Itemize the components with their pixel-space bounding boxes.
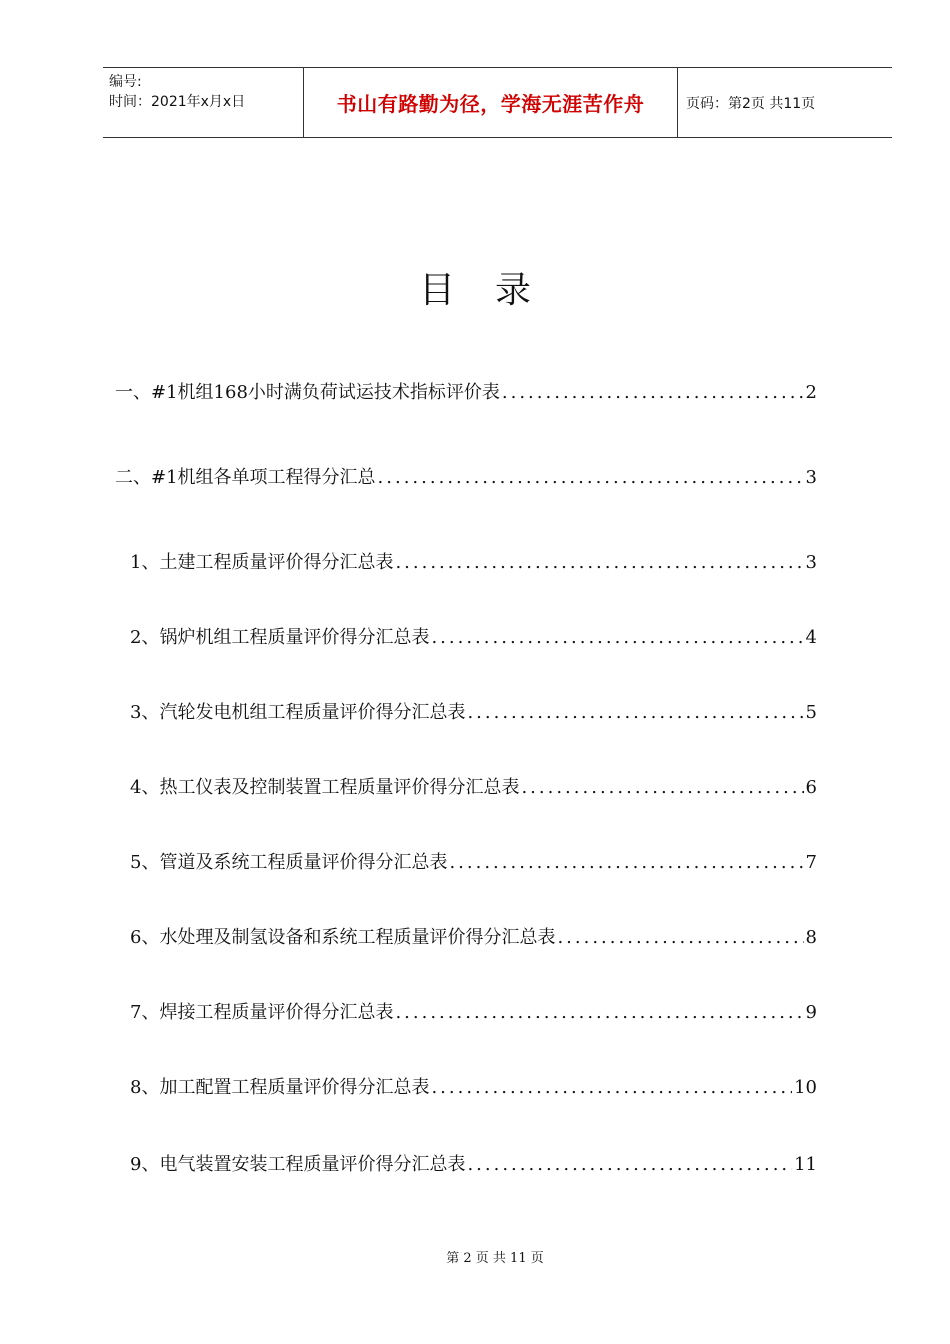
toc-entry-page: 8	[805, 927, 817, 948]
toc-entry-page: 10	[794, 1077, 817, 1098]
toc-leader	[378, 465, 804, 491]
toc-entry-page: 4	[805, 627, 817, 648]
toc-entry[interactable]	[115, 380, 817, 406]
toc-entry[interactable]	[130, 550, 817, 576]
header-meta	[103, 68, 304, 137]
toc-entry[interactable]	[130, 925, 817, 951]
toc-leader	[521, 775, 803, 801]
header-motto: 书山有路勤为径，学海无涯苦作舟	[304, 68, 678, 137]
toc-entry[interactable]	[130, 625, 817, 651]
toc-entry[interactable]	[130, 1000, 817, 1026]
toc-entry-label: 2、锅炉机组工程质量评价得分汇总表	[130, 627, 430, 648]
toc-entry-label: 一、#1机组168小时满负荷试运技术指标评价表	[115, 382, 500, 403]
toc-entry-label: 3、汽轮发电机组工程质量评价得分汇总表	[130, 702, 466, 723]
toc-leader	[395, 1000, 803, 1026]
toc-leader	[502, 380, 804, 406]
toc-leader	[557, 925, 803, 951]
toc-entry[interactable]	[115, 465, 817, 491]
page-footer: 第 2 页 共 11 页	[446, 1251, 544, 1266]
toc-entry-page: 3	[805, 552, 817, 573]
toc-entry-label: 9、电气装置安装工程质量评价得分汇总表	[130, 1154, 466, 1175]
toc-entry-page: 2	[805, 382, 817, 403]
page-header	[103, 67, 892, 138]
page-title: 目录	[418, 270, 571, 311]
toc-entry-label: 二、#1机组各单项工程得分汇总	[115, 467, 376, 488]
serial-label: 编号:	[109, 74, 142, 90]
toc-entry-page: 11	[794, 1154, 817, 1175]
toc-leader	[467, 700, 803, 726]
toc-entry-page: 5	[805, 702, 817, 723]
toc-entry[interactable]	[130, 775, 817, 801]
toc-entry[interactable]	[130, 1075, 817, 1101]
toc-entry-label: 5、管道及系统工程质量评价得分汇总表	[130, 852, 448, 873]
toc-leader	[431, 625, 803, 651]
time-label: 时间：2021年x月x日	[109, 94, 246, 110]
header-page-info: 页码：第2页 共11页	[686, 95, 816, 112]
toc-entry-label: 4、热工仪表及控制装置工程质量评价得分汇总表	[130, 777, 520, 798]
toc-entry-page: 3	[805, 467, 817, 488]
toc-entry-label: 6、水处理及制氢设备和系统工程质量评价得分汇总表	[130, 927, 556, 948]
toc-entry-label: 8、加工配置工程质量评价得分汇总表	[130, 1077, 430, 1098]
toc-entry-page: 9	[805, 1002, 817, 1023]
toc-entry-page: 7	[805, 852, 817, 873]
toc-entry[interactable]	[130, 850, 817, 876]
toc-leader	[467, 1152, 792, 1178]
toc-entry-label: 1、土建工程质量评价得分汇总表	[130, 552, 394, 573]
toc-entry[interactable]	[130, 700, 817, 726]
toc-entry-page: 6	[805, 777, 817, 798]
toc-leader	[395, 550, 803, 576]
toc-leader	[431, 1075, 792, 1101]
toc-entry[interactable]	[130, 1152, 817, 1178]
toc-leader	[449, 850, 803, 876]
toc-entry-label: 7、焊接工程质量评价得分汇总表	[130, 1002, 394, 1023]
